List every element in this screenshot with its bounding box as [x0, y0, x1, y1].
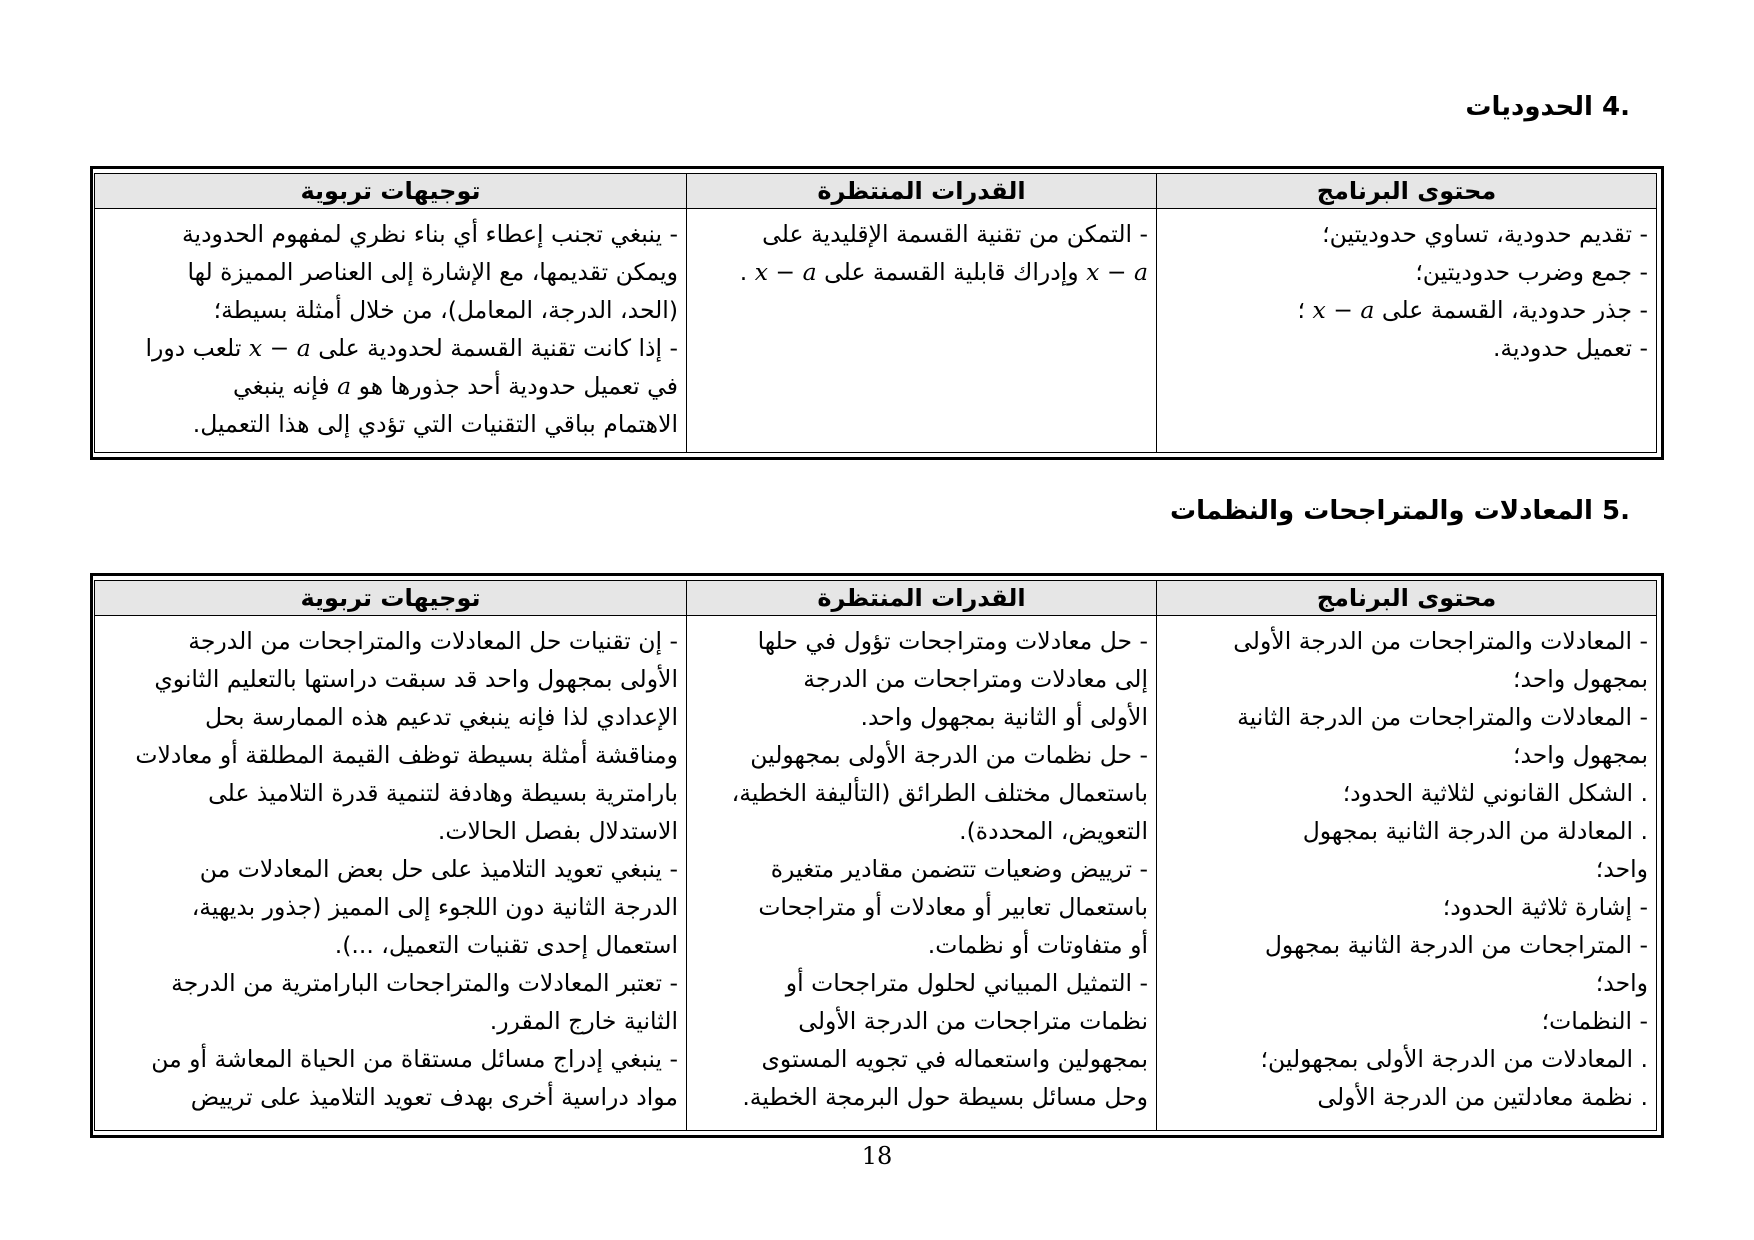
math-expression: x − a — [248, 334, 311, 362]
text-line — [1165, 291, 1648, 329]
text-line: ومناقشة أمثلة بسيطة توظف القيمة المطلقة أو معادلات — [135, 741, 678, 769]
line-suffix: ؛ — [1297, 296, 1306, 324]
text-line: ويمكن تقديمها، مع الإشارة إلى العناصر المميزة لها — [187, 258, 678, 286]
cell-expected-abilities — [687, 616, 1157, 1131]
text-line: استعمال إحدى تقنيات التعميل، ...). — [334, 931, 678, 959]
text-line: - المتراجحات من الدرجة الثانية بمجهول — [1264, 931, 1648, 959]
text-line: - حل نظمات من الدرجة الأولى بمجهولين — [750, 741, 1148, 769]
table-row — [95, 616, 1657, 1131]
text-line: - ترييض وضعيات تتضمن مقادير متغيرة — [770, 855, 1148, 883]
text-line: . الشكل القانوني لثلاثية الحدود؛ — [1342, 779, 1648, 807]
text-line: - ينبغي تجنب إعطاء أي بناء نظري لمفهوم الحدودية — [181, 220, 678, 248]
text-line: - إشارة ثلاثية الحدود؛ — [1442, 893, 1648, 921]
line-text: - جذر حدودية، القسمة على — [1381, 296, 1648, 324]
table-row — [95, 209, 1657, 453]
page-number: 18 — [861, 1142, 893, 1170]
text-line: باستعمال مختلف الطرائق (التأليفة الخطية، — [731, 779, 1148, 807]
text-line: وحل مسائل بسيطة حول البرمجة الخطية. — [742, 1083, 1148, 1111]
cell-expected-abilities — [687, 209, 1157, 453]
header-expected-abilities: القدرات المنتظرة — [687, 581, 1157, 616]
text-line: بمجهول واحد؛ — [1512, 665, 1648, 693]
text-line: واحد؛ — [1595, 969, 1648, 997]
text-line: الاستدلال بفصل الحالات. — [437, 817, 678, 845]
cell-program-content — [1157, 209, 1657, 453]
text-line: - إن تقنيات حل المعادلات والمتراجحات من الدرجة — [188, 627, 678, 655]
cell-pedagogical-guidance — [95, 616, 687, 1131]
text-line: بارامترية بسيطة وهادفة لتنمية قدرة التلاميذ على — [208, 779, 678, 807]
header-program-content: محتوى البرنامج — [1157, 174, 1657, 209]
text-line: باستعمال تعابير أو معادلات أو متراجحات — [758, 893, 1148, 921]
text-line — [103, 329, 678, 367]
line-text: - إذا كانت تقنية القسمة لحدودية على — [318, 334, 678, 362]
section-5-table — [94, 580, 1657, 1131]
text-line: - تعميل حدودية. — [1492, 334, 1648, 362]
text-line: مواد دراسية أخرى بهدف تعويد التلاميذ على ترييض — [190, 1083, 678, 1111]
text-line: الأولى بمجهول واحد قد سبقت دراستها بالتعليم الثانوي — [154, 665, 678, 693]
text-line: - ينبغي إدراج مسائل مستقاة من الحياة المعاشة أو من — [151, 1045, 678, 1073]
text-line: الإعدادي لذا فإنه ينبغي تدعيم هذه الممارسة بحل — [204, 703, 678, 731]
text-line: واحد؛ — [1595, 855, 1648, 883]
text-line: نظمات متراجحات من الدرجة الأولى — [798, 1007, 1148, 1035]
text-line: . المعادلات من الدرجة الأولى بمجهولين؛ — [1260, 1045, 1648, 1073]
text-line: - النظمات؛ — [1541, 1007, 1648, 1035]
header-expected-abilities: القدرات المنتظرة — [687, 174, 1157, 209]
section-4-table-frame — [90, 166, 1664, 460]
text-line — [103, 367, 678, 405]
header-pedagogical-guidance: توجيهات تربوية — [95, 174, 687, 209]
header-pedagogical-guidance: توجيهات تربوية — [95, 581, 687, 616]
header-program-content: محتوى البرنامج — [1157, 581, 1657, 616]
text-line: . المعادلة من الدرجة الثانية بمجهول — [1302, 817, 1648, 845]
section-4-title: .4 الحدوديات — [1465, 92, 1630, 122]
section-5-table-frame — [90, 573, 1664, 1138]
math-expression: x − a — [754, 258, 817, 286]
line-suffix: فإنه ينبغي — [232, 372, 330, 400]
table-header-row — [95, 581, 1657, 616]
math-expression: x − a — [1086, 258, 1148, 286]
text-line: - ينبغي تعويد التلاميذ على حل بعض المعادلات من — [199, 855, 678, 883]
text-line: - تقديم حدودية، تساوي حدوديتين؛ — [1322, 220, 1648, 248]
cell-program-content — [1157, 616, 1657, 1131]
text-line: - تعتبر المعادلات والمتراجحات البارامترية من الدرجة — [171, 969, 678, 997]
text-line: الثانية خارج المقرر. — [489, 1007, 678, 1035]
text-line: التعويض، المحددة). — [959, 817, 1148, 845]
text-line: . نظمة معادلتين من الدرجة الأولى — [1317, 1083, 1648, 1111]
text-line: x − a وإدراك قابلية القسمة على x − a . — [739, 258, 1148, 286]
text-line: الأولى أو الثانية بمجهول واحد. — [860, 703, 1148, 731]
table-header-row — [95, 174, 1657, 209]
text-line: (الحد، الدرجة، المعامل)، من خلال أمثلة بسيطة؛ — [213, 296, 678, 324]
text-line: إلى معادلات ومتراجحات من الدرجة — [803, 665, 1148, 693]
line-suffix: تلعب دورا — [145, 334, 242, 362]
math-expression: x − a — [1312, 296, 1375, 324]
line-text: في تعميل حدودية أحد جذورها هو — [358, 372, 678, 400]
text-line: - التمكن من تقنية القسمة الإقليدية على — [762, 220, 1148, 248]
section-5-title: .5 المعادلات والمتراجحات والنظمات — [1170, 496, 1630, 526]
text-line: أو متفاوتات أو نظمات. — [927, 931, 1148, 959]
math-expression: a — [337, 372, 352, 400]
line-text: وإدراك قابلية القسمة على — [824, 258, 1079, 286]
text-line: - المعادلات والمتراجحات من الدرجة الثانية — [1237, 703, 1648, 731]
text-line: الدرجة الثانية دون اللجوء إلى المميز (جذور بديهية، — [191, 893, 678, 921]
section-4-table — [94, 173, 1657, 453]
text-line: الاهتمام بباقي التقنيات التي تؤدي إلى هذا التعميل. — [192, 410, 678, 438]
cell-pedagogical-guidance — [95, 209, 687, 453]
text-line: بمجهول واحد؛ — [1512, 741, 1648, 769]
text-line: - جمع وضرب حدوديتين؛ — [1415, 258, 1648, 286]
text-line: - حل معادلات ومتراجحات تؤول في حلها — [757, 627, 1148, 655]
text-line: بمجهولين واستعماله في تجويه المستوى — [761, 1045, 1148, 1073]
text-line: - المعادلات والمتراجحات من الدرجة الأولى — [1233, 627, 1648, 655]
text-line: - التمثيل المبياني لحلول متراجحات أو — [785, 969, 1148, 997]
